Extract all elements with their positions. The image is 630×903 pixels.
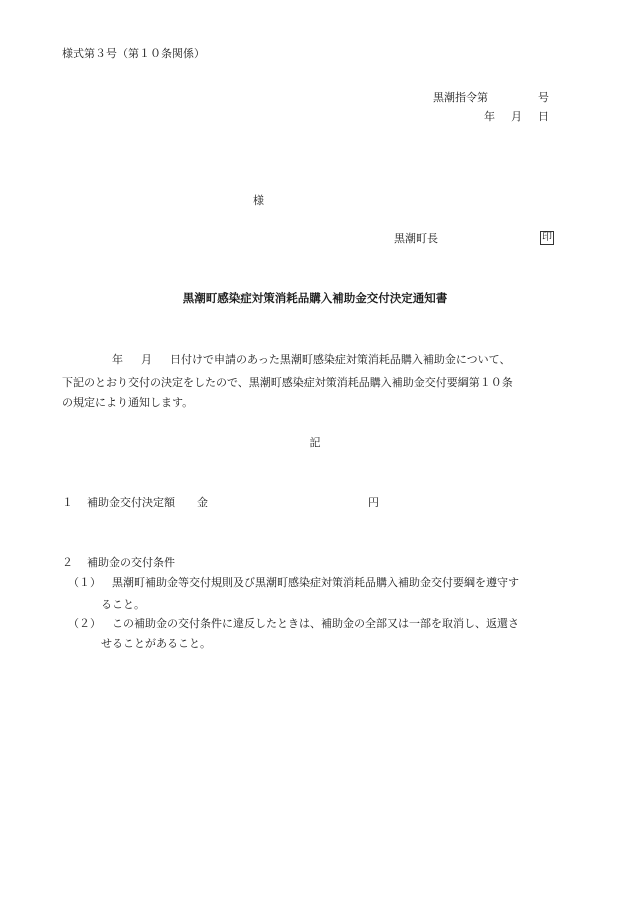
date-year: 年 — [484, 110, 495, 123]
body-line-3: の規定により通知します。 — [62, 396, 194, 409]
body-year: 年 — [112, 353, 123, 366]
condition-2-line-1: この補助金の交付条件に違反したときは、補助金の全部又は一部を取消し、返還さ — [112, 617, 519, 630]
condition-2-number: （２） — [68, 617, 101, 630]
document-number-prefix: 黒潮指令第 — [433, 91, 488, 104]
document-date — [484, 111, 549, 122]
body-line-1-text: 日付けで申請のあった黒潮町感染症対策消耗品購入補助金について、 — [170, 353, 511, 366]
document-number-suffix: 号 — [538, 91, 549, 104]
document-number — [433, 92, 549, 103]
item2-number: ２ — [62, 556, 73, 569]
grant-conditions-heading — [62, 557, 175, 568]
item1-kin: 金 — [197, 496, 208, 509]
seal-mark: 印 — [542, 232, 552, 243]
condition-1-line-2: ること。 — [101, 598, 145, 611]
body-line-2: 下記のとおり交付の決定をしたので、黒潮町感染症対策消耗品購入補助金交付要綱第１０条 — [62, 376, 513, 389]
item2-label: 補助金の交付条件 — [87, 556, 175, 569]
grant-amount-item — [62, 497, 379, 508]
condition-1-line-1: 黒潮町補助金等交付規則及び黒潮町感染症対策消耗品購入補助金交付要綱を遵守す — [112, 576, 519, 589]
ki-heading: 記 — [309, 436, 321, 449]
date-day: 日 — [538, 110, 549, 123]
addressee-honorific: 様 — [253, 194, 264, 207]
document-title: 黒潮町感染症対策消耗品購入補助金交付決定通知書 — [182, 291, 448, 305]
date-month: 月 — [511, 110, 522, 123]
item1-number: １ — [62, 496, 73, 509]
condition-2 — [68, 618, 519, 629]
sender-name: 黒潮町長 — [394, 232, 438, 245]
body-month: 月 — [141, 353, 152, 366]
body-line-1 — [62, 354, 510, 365]
form-label: 様式第３号（第１０条関係） — [62, 47, 205, 60]
condition-1-number: （１） — [68, 576, 101, 589]
condition-1 — [68, 577, 519, 588]
item1-label: 補助金交付決定額 — [87, 496, 175, 509]
condition-2-line-2: せることがあること。 — [101, 637, 211, 650]
item1-yen: 円 — [368, 496, 379, 509]
